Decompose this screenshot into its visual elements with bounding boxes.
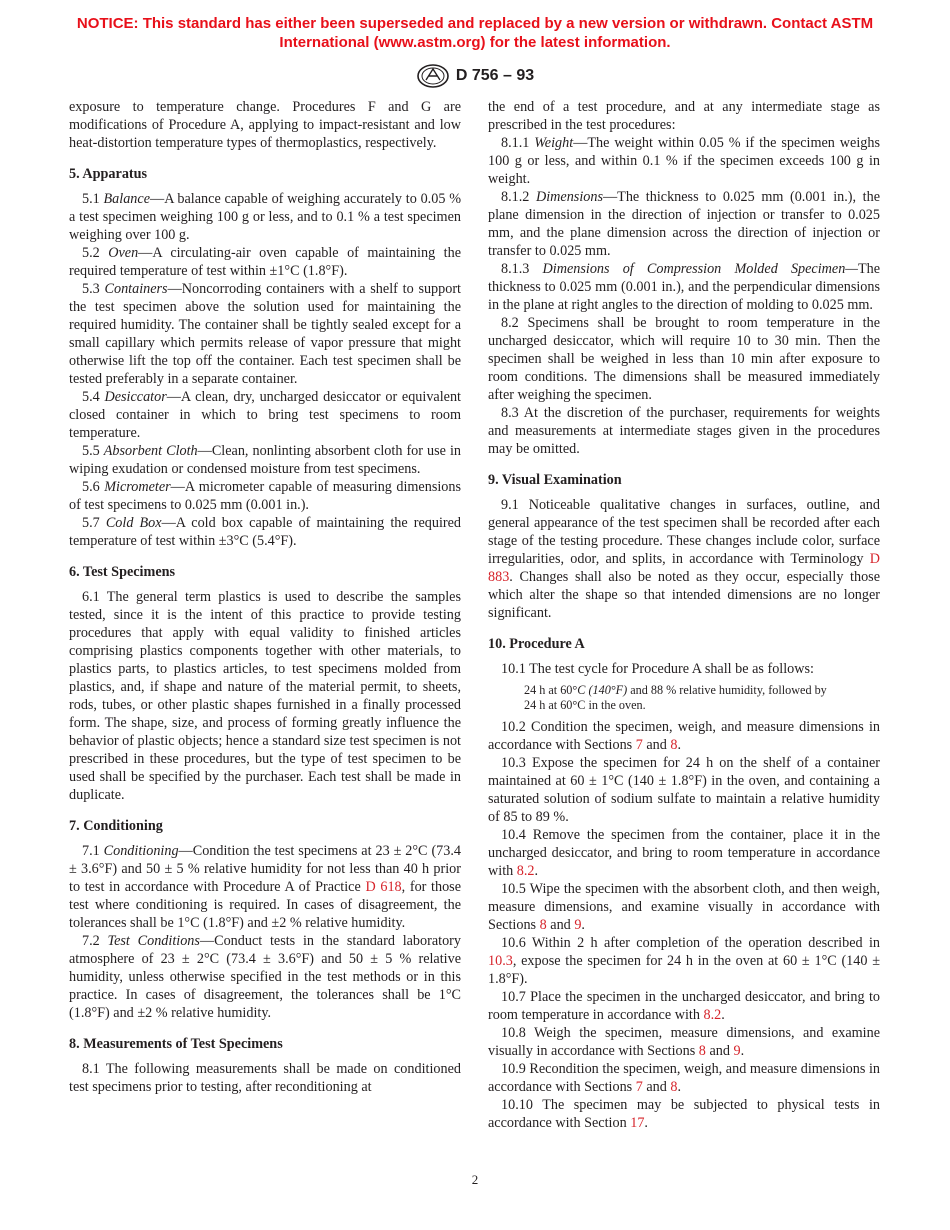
ref-section-7-link[interactable]: 7 xyxy=(635,737,643,753)
notice-line-1: NOTICE: This standard has either been superseded and replaced by a new version or withdrawn. Contact ASTM xyxy=(76,15,874,32)
para-10-8: 10.8 Weigh the specimen, measure dimensions, and examine visually in accordance with Sections 8 and 9. xyxy=(488,1025,880,1059)
ref-8-2-link[interactable]: 8.2 xyxy=(516,863,535,879)
section-8-heading: 8. Measurements of Test Specimens xyxy=(69,1036,283,1052)
section-5-heading: 5. Apparatus xyxy=(69,166,148,182)
para-8-1-continued: the end of a test procedure, and at any intermediate stage as prescribed in the test procedures: xyxy=(488,99,880,133)
section-9-heading: 9. Visual Examination xyxy=(488,472,622,488)
designation-header xyxy=(0,63,950,89)
ref-8-2-link[interactable]: 8.2 xyxy=(703,1007,722,1023)
para-10-9: 10.9 Recondition the specimen, weigh, and measure dimensions in accordance with Sections 7 and 8. xyxy=(488,1061,880,1095)
notice-line-2: International (www.astm.org) for the latest information. xyxy=(279,34,671,51)
para-5-2: 5.2 Oven—A circulating-air oven capable of maintaining the required temperature of test within ±1°C (1.8°F). xyxy=(69,245,461,279)
para-5-7: 5.7 Cold Box—A cold box capable of maintaining the required temperature of test within ±3°C (5.4°F). xyxy=(69,515,461,549)
section-10-heading: 10. Procedure A xyxy=(488,636,585,652)
para-6-1: 6.1 The general term plastics is used to describe the samples tested, since it is the intent of this practice to provide testing procedures that apply with equal validity to finished articles comprising plastics components together with other materials, to plastics parts, to plastics articles, to test specimens molded from plastics, and, if shape and nature of the material permit, to sheets, rods, tubes, or other plastic shapes furnished in a finally processed form. The shape, size, and process of forming greatly influence the behavior of plastic objects; hence a standard size test specimen is not prescribed in these procedures, but the type of test specimen to be used shall be specified by the purchaser. Each test shall be made in duplicate. xyxy=(69,589,461,803)
left-column xyxy=(69,98,461,1096)
ref-d883-link[interactable]: D 883 xyxy=(488,551,880,585)
notice-banner xyxy=(0,14,950,52)
para-5-3: 5.3 Containers—Noncorroding containers with a shelf to support the test specimen above the solution used for maintaining the required humidity. The container shall be tightly sealed except for a small capillary which permits release of vapor pressure that might otherwise lift the top off the container. Each test specimen shall be tested preferably in a separate container. xyxy=(69,281,462,387)
para-8-3: 8.3 At the discretion of the purchaser, requirements for weights and measurements at intermediate stages given in the procedures may be omitted. xyxy=(488,405,880,457)
ref-section-7-link[interactable]: 7 xyxy=(635,1079,643,1095)
para-10-1: 10.1 The test cycle for Procedure A shall be as follows: xyxy=(501,661,814,677)
para-10-10: 10.10 The specimen may be subjected to physical tests in accordance with Section 17. xyxy=(488,1097,880,1131)
para-5-4: 5.4 Desiccator—A clean, dry, uncharged desiccator or equivalent closed container in which to bring test specimens to room temperature. xyxy=(69,389,462,441)
ref-section-8-link[interactable]: 8 xyxy=(698,1043,706,1059)
astm-logo-icon xyxy=(416,63,450,89)
ref-section-9-link[interactable]: 9 xyxy=(574,917,582,933)
para-7-2: 7.2 Test Conditions—Conduct tests in the standard laboratory atmosphere of 23 ± 2°C (73.4 ± 3.6°F) and 50 ± 5 % relative humidity, unless otherwise specified in the test methods or in this practice. In cases of disagreement, the tolerances shall be 1°C (1.8°F) and ±2 % relative humidity. xyxy=(69,933,461,1021)
para-5-5: 5.5 Absorbent Cloth—Clean, nonlinting absorbent cloth for use in wiping exudation or condensed moisture from test specimens. xyxy=(69,443,462,477)
ref-section-8-link[interactable]: 8 xyxy=(539,917,547,933)
ref-section-17-link[interactable]: 17 xyxy=(630,1115,645,1131)
ref-section-8-link[interactable]: 8 xyxy=(670,737,678,753)
para-10-7: 10.7 Place the specimen in the uncharged desiccator, and bring to room temperature in accordance with 8.2. xyxy=(488,989,880,1023)
intro-paragraph: exposure to temperature change. Procedures F and G are modifications of Procedure A, applying to impact-resistant and low heat-distortion temperature types of thermoplastics, respectively. xyxy=(69,99,461,151)
para-8-2: 8.2 Specimens shall be brought to room temperature in the uncharged desiccator, which will require 10 to 30 min. Then the specimen shall be weighed in less than 10 min after exposure to room conditions. The dimensions shall be measured immediately after weighing the specimen. xyxy=(488,315,880,403)
para-10-3: 10.3 Expose the specimen for 24 h on the shelf of a container maintained at 60 ± 1°C (140 ± 1.8°F) in the oven, and containing a saturated solution of sodium sulfate to maintain a relative humidity of 85 to 89 %. xyxy=(488,755,880,825)
para-8-1-3: 8.1.3 Dimensions of Compression Molded Specimen—The thickness to 0.025 mm (0.001 in.), and the perpendicular dimensions in the plane at right angles to the direction of molding to 0.025 mm. xyxy=(488,261,880,313)
para-10-2: 10.2 Condition the specimen, weigh, and measure dimensions in accordance with Sections 7 and 8. xyxy=(488,719,880,753)
para-5-6: 5.6 Micrometer—A micrometer capable of measuring dimensions of test specimens to 0.025 mm (0.001 in.). xyxy=(69,479,461,513)
para-10-6: 10.6 Within 2 h after completion of the operation described in 10.3, expose the specimen for 24 h in the oven at 60 ± 1°C (140 ± 1.8°F). xyxy=(488,935,880,987)
ref-section-8-link[interactable]: 8 xyxy=(670,1079,678,1095)
para-5-1: 5.1 Balance—A balance capable of weighing accurately to 0.05 % a test specimen weighing 100 g or less, and to 0.1 % a test specimen weighing over 100 g. xyxy=(69,191,462,243)
para-7-1: 7.1 Conditioning—Condition the test specimens at 23 ± 2°C (73.4 ± 3.6°F) and 50 ± 5 % relative humidity for not less than 40 h prior to test in accordance with Procedure A of Practice D 618, for those test where conditioning is required. In cases of disagreement, the tolerances shall be 1°C (1.8°F) and ±2 % relative humidity. xyxy=(69,843,462,931)
page-number: 2 xyxy=(471,1172,479,1187)
para-10-4: 10.4 Remove the specimen from the container, place it in the uncharged desiccator, and bring to room temperature in accordance with 8.2. xyxy=(488,827,880,879)
section-7-heading: 7. Conditioning xyxy=(69,818,163,834)
ref-10-3-link[interactable]: 10.3 xyxy=(488,953,513,969)
ref-d618-link[interactable]: D 618 xyxy=(365,879,402,895)
para-9-1: 9.1 Noticeable qualitative changes in surfaces, outline, and general appearance of the test specimen shall be recorded after each stage of the testing procedure. These changes include color, surface irregularities, odor, and splits, in accordance with Terminology D 883. Changes shall also be noted as they occur, especially those which alter the shape so that intended dimensions are no longer significant. xyxy=(488,497,880,621)
designation-code: D 756 – 93 xyxy=(455,67,535,84)
para-8-1-2: 8.1.2 Dimensions—The thickness to 0.025 mm (0.001 in.), the plane dimension in the direction of injection or transfer to 0.025 mm, and the plane dimension across the direction of injection or transfer to 0.025 mm. xyxy=(488,189,880,259)
procedure-a-cycle-formula: 24 h at 60°C (140°F) and 88 % relative humidity, followed by 24 h at 60°C in the oven. xyxy=(524,683,827,712)
para-8-1: 8.1 The following measurements shall be made on conditioned test specimens prior to testing, after reconditioning at xyxy=(69,1061,461,1095)
para-10-5: 10.5 Wipe the specimen with the absorbent cloth, and then weigh, measure dimensions, and examine visually in accordance with Sections 8 and 9. xyxy=(488,881,880,933)
ref-section-9-link[interactable]: 9 xyxy=(733,1043,741,1059)
para-8-1-1: 8.1.1 Weight—The weight within 0.05 % if the specimen weighs 100 g or less, and within 0.1 % if the specimen exceeds 100 g in weight. xyxy=(488,135,880,187)
section-6-heading: 6. Test Specimens xyxy=(69,564,176,580)
right-column xyxy=(488,98,880,1132)
